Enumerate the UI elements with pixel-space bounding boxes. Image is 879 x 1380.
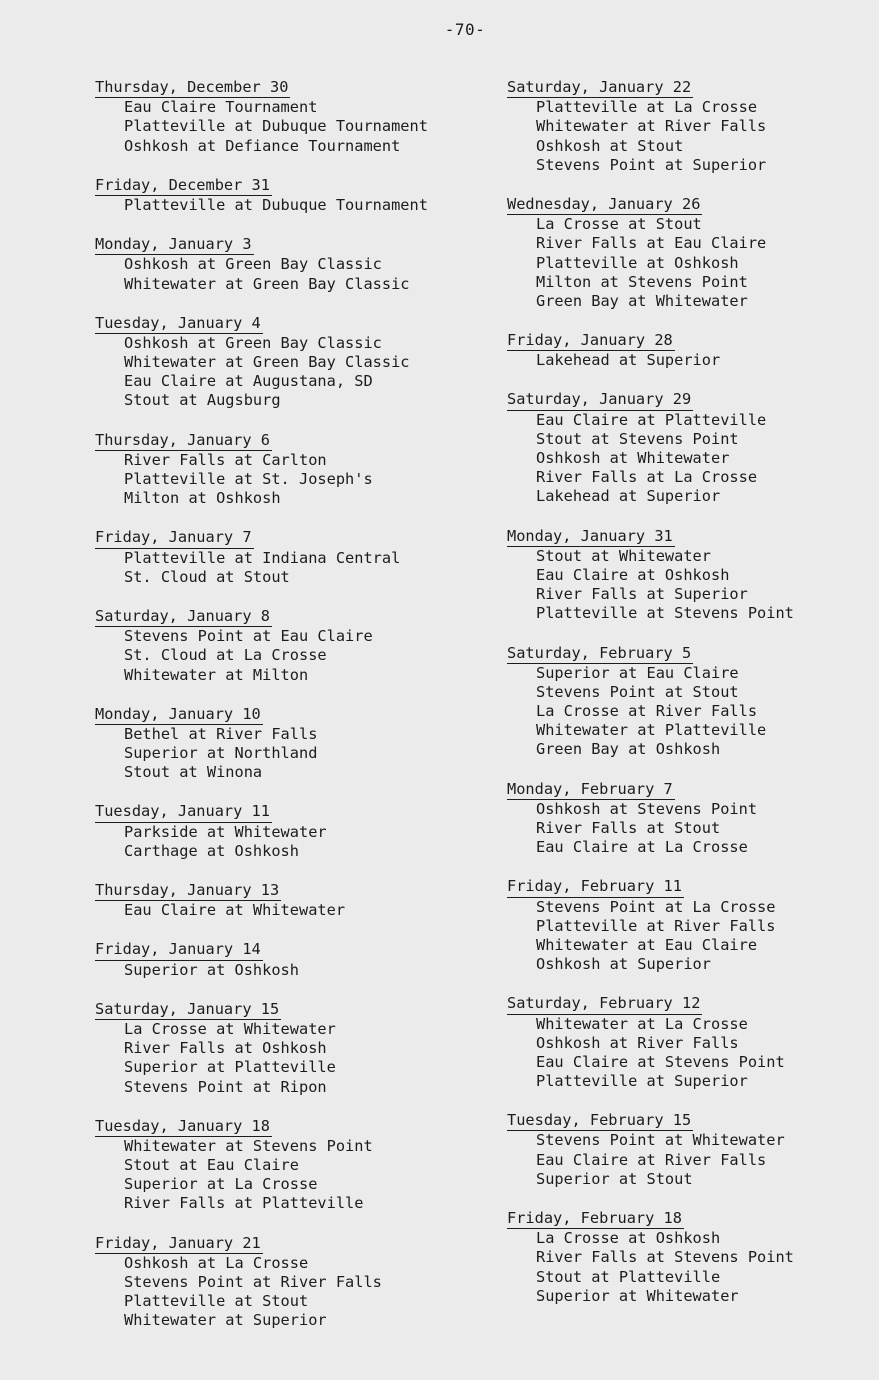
schedule-game: Oshkosh at River Falls [536, 1033, 739, 1052]
schedule-game: Eau Claire Tournament [124, 98, 318, 117]
schedule-date-heading: Saturday, January 29 [507, 390, 693, 410]
schedule-game: Whitewater at Superior [124, 1311, 327, 1330]
schedule-game: River Falls at Oshkosh [124, 1039, 327, 1058]
schedule-day-block [507, 194, 867, 311]
schedule-day-block [507, 643, 867, 760]
schedule-date-heading: Monday, January 3 [95, 235, 254, 255]
schedule-game: Whitewater at River Falls [536, 117, 767, 136]
block-spacer [95, 587, 495, 606]
schedule-game: Lakehead at Superior [536, 351, 721, 370]
schedule-game: Oshkosh at Stout [536, 136, 684, 155]
schedule-day-block [507, 526, 867, 624]
schedule-game: La Crosse at Stout [536, 215, 702, 234]
schedule-day-block [95, 430, 495, 509]
schedule-date-heading: Saturday, February 5 [507, 644, 693, 664]
schedule-game: Superior at Eau Claire [536, 663, 739, 682]
schedule-date-heading: Monday, February 7 [507, 780, 675, 800]
schedule-date-heading: Wednesday, January 26 [507, 195, 702, 215]
schedule-game: Stevens Point at La Crosse [536, 897, 776, 916]
schedule-date-heading: Friday, December 31 [95, 176, 272, 196]
schedule-date-heading: Tuesday, February 15 [507, 1111, 693, 1131]
schedule-game: Oshkosh at Superior [536, 955, 711, 974]
schedule-game: Stevens Point at Whitewater [536, 1131, 785, 1150]
block-spacer [95, 920, 495, 939]
block-spacer [95, 1214, 495, 1233]
block-spacer [507, 175, 867, 194]
schedule-game: Eau Claire at La Crosse [536, 838, 748, 857]
block-spacer [507, 370, 867, 389]
schedule-game: Platteville at River Falls [536, 916, 776, 935]
schedule-game: Platteville at Dubuque Tournament [124, 195, 428, 214]
block-spacer [95, 782, 495, 801]
schedule-game: River Falls at Platteville [124, 1194, 364, 1213]
schedule-game: Stevens Point at Ripon [124, 1077, 327, 1096]
schedule-day-block [507, 1110, 867, 1189]
schedule-game: Oshkosh at La Crosse [124, 1253, 309, 1272]
schedule-game: Platteville at Dubuque Tournament [124, 117, 428, 136]
block-spacer [95, 980, 495, 999]
schedule-game: Platteville at La Crosse [536, 98, 758, 117]
schedule-game: Superior at La Crosse [124, 1175, 318, 1194]
schedule-day-block [95, 606, 495, 685]
schedule-game: Whitewater at Milton [124, 665, 309, 684]
schedule-date-heading: Monday, January 31 [507, 527, 675, 547]
schedule-day-block [95, 1233, 495, 1331]
schedule-day-block [95, 313, 495, 411]
schedule-game: Stout at Whitewater [536, 546, 711, 565]
schedule-date-heading: Tuesday, January 4 [95, 314, 263, 334]
schedule-game: Bethel at River Falls [124, 724, 318, 743]
schedule-game: Oshkosh at Stevens Point [536, 799, 758, 818]
schedule-game: St. Cloud at Stout [124, 567, 290, 586]
schedule-date-heading: Saturday, February 12 [507, 994, 702, 1014]
schedule-game: Stevens Point at Eau Claire [124, 627, 373, 646]
schedule-game: Superior at Oshkosh [124, 960, 299, 979]
schedule-game: Stout at Eau Claire [124, 1156, 299, 1175]
schedule-date-heading: Friday, February 18 [507, 1209, 684, 1229]
schedule-game: Carthage at Oshkosh [124, 841, 299, 860]
schedule-game: Stout at Augsburg [124, 391, 281, 410]
schedule-day-block [507, 1208, 867, 1306]
block-spacer [95, 215, 495, 234]
schedule-game: Milton at Stevens Point [536, 272, 748, 291]
schedule-game: River Falls at La Crosse [536, 468, 758, 487]
schedule-game: Platteville at Stout [124, 1292, 309, 1311]
block-spacer [507, 760, 867, 779]
schedule-game: Whitewater at Green Bay Classic [124, 353, 410, 372]
schedule-game: River Falls at Carlton [124, 450, 327, 469]
block-spacer [95, 685, 495, 704]
schedule-day-block [95, 527, 495, 587]
schedule-game: Oshkosh at Green Bay Classic [124, 333, 382, 352]
schedule-date-heading: Friday, January 14 [95, 940, 263, 960]
schedule-game: Milton at Oshkosh [124, 489, 281, 508]
schedule-day-block [95, 880, 495, 920]
schedule-game: Superior at Stout [536, 1169, 693, 1188]
schedule-game: Superior at Whitewater [536, 1286, 739, 1305]
block-spacer [507, 507, 867, 526]
schedule-game: Oshkosh at Green Bay Classic [124, 255, 382, 274]
schedule-right-column [507, 77, 867, 1306]
schedule-date-heading: Friday, January 7 [95, 528, 254, 548]
schedule-game: River Falls at Eau Claire [536, 234, 767, 253]
schedule-game: Platteville at Oshkosh [536, 253, 739, 272]
schedule-game: Whitewater at Platteville [536, 721, 767, 740]
schedule-game: La Crosse at Oshkosh [536, 1229, 721, 1248]
schedule-game: Green Bay at Oshkosh [536, 740, 721, 759]
schedule-game: La Crosse at Whitewater [124, 1019, 336, 1038]
schedule-game: Superior at Northland [124, 744, 318, 763]
block-spacer [95, 411, 495, 430]
schedule-day-block [507, 389, 867, 506]
block-spacer [507, 624, 867, 643]
schedule-day-block [95, 175, 495, 215]
schedule-game: Superior at Platteville [124, 1058, 336, 1077]
schedule-game: Stout at Platteville [536, 1267, 721, 1286]
schedule-day-block [95, 234, 495, 294]
schedule-date-heading: Friday, January 21 [95, 1234, 263, 1254]
schedule-date-heading: Thursday, January 13 [95, 881, 281, 901]
schedule-game: Whitewater at Eau Claire [536, 935, 758, 954]
schedule-game: Green Bay at Whitewater [536, 291, 748, 310]
schedule-game: Stevens Point at River Falls [124, 1273, 382, 1291]
schedule-game: Parkside at Whitewater [124, 822, 327, 841]
schedule-date-heading: Friday, January 28 [507, 331, 675, 351]
schedule-game: Eau Claire at Stevens Point [536, 1052, 785, 1071]
schedule-game: Stevens Point at Superior [536, 155, 767, 174]
schedule-game: Lakehead at Superior [536, 487, 721, 506]
schedule-game: Stout at Stevens Point [536, 429, 739, 448]
schedule-date-heading: Monday, January 10 [95, 705, 263, 725]
schedule-day-block [95, 999, 495, 1097]
schedule-game: Platteville at Stevens Point [536, 604, 794, 623]
schedule-game: River Falls at Stevens Point [536, 1248, 794, 1267]
schedule-date-heading: Friday, February 11 [507, 877, 684, 897]
schedule-date-heading: Thursday, January 6 [95, 431, 272, 451]
schedule-game: Eau Claire at Oshkosh [536, 565, 730, 584]
schedule-game: Platteville at Indiana Central [124, 548, 401, 567]
schedule-date-heading: Thursday, December 30 [95, 78, 290, 98]
block-spacer [507, 1189, 867, 1208]
block-spacer [95, 508, 495, 527]
schedule-left-column [95, 77, 495, 1331]
schedule-game: Eau Claire at Augustana, SD [124, 372, 373, 391]
schedule-game: Oshkosh at Defiance Tournament [124, 136, 401, 155]
schedule-day-block [507, 330, 867, 370]
block-spacer [507, 974, 867, 993]
schedule-date-heading: Saturday, January 8 [95, 607, 272, 627]
block-spacer [95, 861, 495, 880]
schedule-game: Stout at Winona [124, 763, 263, 782]
schedule-date-heading: Saturday, January 22 [507, 78, 693, 98]
schedule-game: Eau Claire at Platteville [536, 410, 767, 429]
schedule-date-heading: Tuesday, January 18 [95, 1117, 272, 1137]
schedule-day-block [507, 876, 867, 974]
schedule-game: La Crosse at River Falls [536, 702, 758, 721]
block-spacer [507, 311, 867, 330]
schedule-day-block [95, 801, 495, 861]
schedule-game: Stevens Point at Stout [536, 682, 739, 701]
schedule-game: Oshkosh at Whitewater [536, 449, 730, 467]
schedule-game: Platteville at Superior [536, 1072, 748, 1091]
schedule-date-heading: Saturday, January 15 [95, 1000, 281, 1020]
schedule-day-block [95, 939, 495, 979]
schedule-day-block [95, 1116, 495, 1214]
schedule-game: St. Cloud at La Crosse [124, 646, 327, 665]
block-spacer [507, 857, 867, 876]
schedule-day-block [95, 77, 495, 156]
schedule-game: Whitewater at Green Bay Classic [124, 274, 410, 293]
schedule-date-heading: Tuesday, January 11 [95, 802, 272, 822]
schedule-game: Platteville at St. Joseph's [124, 470, 373, 488]
block-spacer [507, 1091, 867, 1110]
schedule-game: Whitewater at La Crosse [536, 1014, 748, 1033]
schedule-game: Eau Claire at River Falls [536, 1150, 767, 1169]
block-spacer [95, 1097, 495, 1116]
schedule-game: Eau Claire at Whitewater [124, 901, 346, 920]
block-spacer [95, 294, 495, 313]
schedule-game: Whitewater at Stevens Point [124, 1136, 373, 1155]
schedule-game: River Falls at Superior [536, 585, 748, 604]
schedule-day-block [507, 993, 867, 1091]
schedule-day-block [507, 779, 867, 858]
schedule-day-block [507, 77, 867, 175]
block-spacer [95, 156, 495, 175]
page-number: -70- [444, 20, 486, 39]
schedule-game: River Falls at Stout [536, 819, 721, 837]
schedule-day-block [95, 704, 495, 783]
